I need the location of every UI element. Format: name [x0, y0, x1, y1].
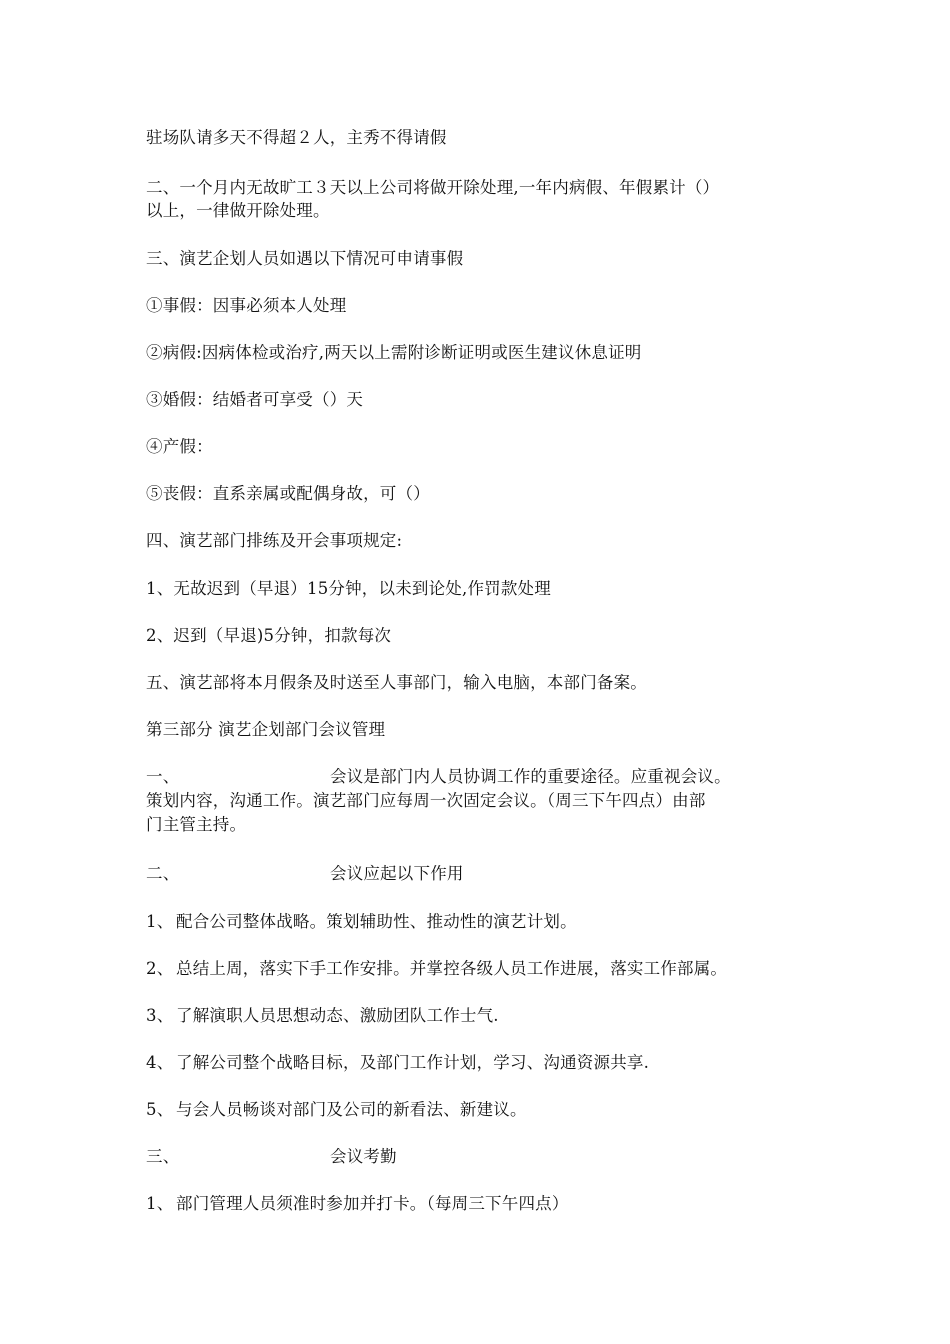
list-item: [146, 911, 816, 932]
item-number: 5、: [146, 1100, 174, 1119]
text-line: 驻场队请多天不得超２人，主秀不得请假: [146, 128, 447, 147]
item-text: 总结上周，落实下手工作安排。并掌控各级人员工作进展，落实工作部属。: [176, 959, 728, 978]
section-heading: 三、演艺企划人员如遇以下情况可申请事假: [146, 249, 464, 268]
section-title: 会议考勤: [330, 1147, 397, 1166]
item-number: 1、: [146, 912, 174, 931]
text-line: 以上，一律做开除处理。: [146, 201, 330, 220]
text-line: ⑤丧假：直系亲属或配偶身故，可（）: [146, 484, 430, 503]
list-item: [146, 958, 816, 979]
item-text: 了解公司整个战略目标，及部门工作计划，学习、沟通资源共享.: [176, 1053, 650, 1072]
section-number: 二、: [146, 864, 180, 883]
list-item: [146, 1005, 816, 1026]
text-line: ②病假:因病体检或治疗,两天以上需附诊断证明或医生建议休息证明: [146, 343, 642, 362]
text-line: ①事假：因事必须本人处理: [146, 296, 347, 315]
list-item: [146, 1052, 816, 1073]
part-heading: 第三部分 演艺企划部门会议管理: [146, 720, 386, 739]
section-title: 会议应起以下作用: [330, 864, 464, 883]
text-line: 1、无故迟到（早退）15分钟，以未到论处,作罚款处理: [146, 579, 551, 598]
text-line: 五、演艺部将本月假条及时送至人事部门，输入电脑，本部门备案。: [146, 673, 647, 692]
text-line: ③婚假：结婚者可享受（）天: [146, 390, 364, 409]
section-text: 会议是部门内人员协调工作的重要途径。应重视会议。: [330, 767, 731, 786]
item-number: 4、: [146, 1053, 174, 1072]
text-line: 2、迟到（早退)5分钟，扣款每次: [146, 626, 392, 645]
list-item: [146, 1193, 816, 1214]
section-heading: 四、演艺部门排练及开会事项规定:: [146, 531, 403, 550]
item-text: 了解演职人员思想动态、激励团队工作士气.: [176, 1006, 499, 1025]
item-number: 3、: [146, 1006, 174, 1025]
section-2-heading: [146, 863, 816, 884]
section-3-heading: [146, 1146, 816, 1167]
text-line: 策划内容，沟通工作。演艺部门应每周一次固定会议。（周三下午四点）由部: [146, 791, 706, 810]
item-number: 1、: [146, 1194, 174, 1213]
section-1-line: [146, 766, 816, 787]
text-line: 门主管主持。: [146, 815, 247, 834]
text-line: 二、一个月内无故旷工３天以上公司将做开除处理,一年内病假、年假累计（）: [146, 178, 720, 197]
section-number: 三、: [146, 1147, 180, 1166]
item-number: 2、: [146, 959, 174, 978]
section-number: 一、: [146, 767, 180, 786]
list-item: [146, 1099, 816, 1120]
item-text: 部门管理人员须准时参加并打卡。（每周三下午四点）: [176, 1194, 569, 1213]
item-text: 配合公司整体战略。策划辅助性、推动性的演艺计划。: [176, 912, 577, 931]
text-line: ④产假：: [146, 437, 213, 456]
item-text: 与会人员畅谈对部门及公司的新看法、新建议。: [176, 1100, 527, 1119]
